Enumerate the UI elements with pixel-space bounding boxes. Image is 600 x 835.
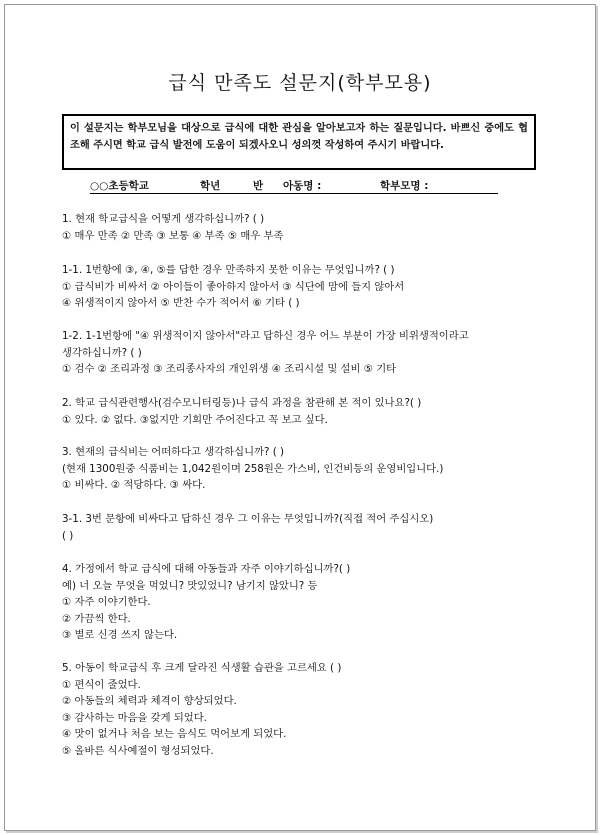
question-line: 3. 현재의 급식비는 어떠하다고 생각하십니까? ( )	[62, 446, 285, 458]
question-line: ① 비싸다. ② 적당하다. ③ 싸다.	[62, 479, 206, 491]
question-line: 3-1. 3번 문항에 비싸다고 답하신 경우 그 이유는 무엇입니까?(직접 적어 주십시오)	[62, 513, 434, 525]
question-line: ( )	[62, 529, 74, 542]
school-name: ○○초등학교	[90, 180, 149, 192]
question-line: 예) 너 오늘 무엇을 먹었니? 맛있었니? 남기지 않았니? 등	[62, 579, 318, 592]
question-line: ⑤ 올바른 식사예절이 형성되었다.	[62, 744, 214, 757]
question-line: ③ 감사하는 마음을 갖게 되었다.	[62, 711, 207, 724]
question-line: ① 자주 이야기한다.	[62, 596, 151, 608]
question-line: ① 있다. ② 없다. ③없지만 기회만 주어진다고 꼭 보고 싶다.	[62, 413, 328, 426]
question-line: ② 아동들의 체력과 체격이 향상되었다.	[62, 695, 237, 707]
question-line: 생각하십니까? ( )	[62, 346, 142, 359]
question-4	[62, 561, 350, 644]
page-title: 급식 만족도 설문지(학부모용)	[168, 72, 432, 94]
question-5	[62, 660, 341, 759]
question-3-1	[62, 511, 433, 544]
question-1-1	[62, 262, 404, 312]
question-line: 2. 학교 급식관련행사(검수모니터링등)나 급식 과정을 참관해 본 적이 있나요?( )	[62, 397, 422, 409]
question-line: 1-2. 1-1번항에 "④ 위생적이지 않아서"라고 답하신 경우 어느 부분이 가장 비위생적이라고	[62, 330, 469, 342]
parent-name-label: 학부모명 :	[380, 180, 429, 192]
question-line: ④ 맛이 없거나 처음 보는 음식도 먹어보게 되었다.	[62, 728, 287, 740]
question-line: ② 가끔씩 한다.	[62, 612, 131, 625]
respondent-info-line	[90, 178, 498, 194]
question-line: ① 편식이 줄었다.	[62, 678, 141, 691]
question-2	[62, 395, 421, 428]
grade-label: 학년	[200, 180, 221, 192]
question-line: 4. 가정에서 학교 급식에 대해 아동들과 자주 이야기하십니까?( )	[62, 563, 351, 575]
question-line: ④ 위생적이지 않아서 ⑤ 반찬 수가 적어서 ⑥ 기타 ( )	[62, 297, 300, 309]
class-label: 반	[253, 180, 264, 192]
question-line: ① 매우 만족 ② 만족 ③ 보통 ④ 부족 ⑤ 매우 부족	[62, 229, 284, 242]
question-line: (현재 1300원중 식품비는 1,042원이며 258원은 가스비, 인건비등의 운영비입니다.)	[62, 462, 444, 475]
question-1-2	[62, 328, 469, 378]
question-line: ③ 별로 신경 쓰지 않는다.	[62, 629, 178, 641]
question-1	[62, 211, 283, 244]
question-line: 5. 아동이 학교급식 후 크게 달라진 식생활 습관을 고르세요 ( )	[62, 662, 342, 674]
question-line: 1-1. 1번항에 ③, ④, ⑤를 답한 경우 만족하지 못한 이유는 무엇입니까? ( )	[62, 264, 395, 276]
child-name-label: 아동명 :	[283, 180, 322, 192]
question-line: ① 급식비가 비싸서 ② 아이들이 좋아하지 않아서 ③ 식단에 맘에 들지 않아서	[62, 280, 405, 293]
intro-box: 이 설문지는 학부모님을 대상으로 급식에 대한 관심을 알아보고자 하는 질문입니다. 바쁘신 중에도 협조해 주시면 학교 급식 발전에 도움이 되겠사오니 성의껏 작성하여 주시기 바랍니다.	[62, 114, 536, 170]
question-3	[62, 444, 443, 494]
question-line: 1. 현재 학교급식을 어떻게 생각하십니까? ( )	[62, 213, 265, 225]
question-line: ① 검수 ② 조리과정 ③ 조리종사자의 개인위생 ④ 조리시설 및 설비 ⑤ 기타	[62, 363, 397, 375]
